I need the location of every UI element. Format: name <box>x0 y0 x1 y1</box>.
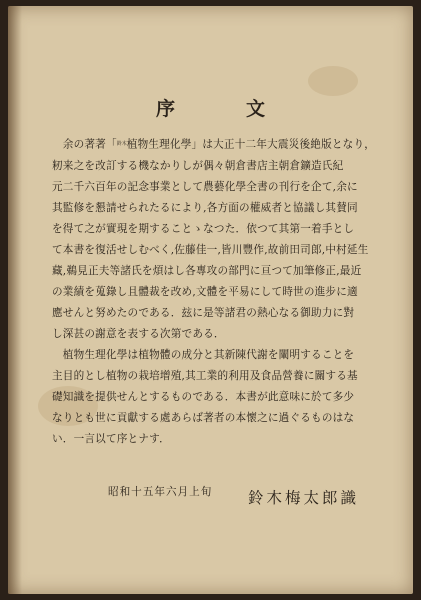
preface-line: 元二千六百年の記念事業として農藝化學全書の刊行を企て,余に <box>52 180 358 193</box>
preface-line: 其監修を懇請せられたるにより,各方面の權威者と協議し其賛同 <box>52 201 358 214</box>
preface-title: 序 文 <box>155 98 291 120</box>
preface-date: 昭和十五年六月上旬 <box>108 486 213 498</box>
preface-line: 應せんと努めたのである．玆に是等諸君の熱心なる御助力に對 <box>52 306 355 319</box>
preface-line: なりとも世に貢獻する處あらば著者の本懷之に過ぐるものはな <box>52 411 355 424</box>
preface-line: 植物生理化學は植物體の成分と其新陳代謝を闡明することを <box>52 348 355 361</box>
author-signature: 鈴木梅太郎識 <box>248 489 360 507</box>
preface-line-1-start: 余の著著「 <box>52 138 117 151</box>
preface-line: 籾来之を改訂する機なかりしが偶々朝倉書店主朝倉鑛造氏紀 <box>52 159 344 172</box>
preface-line-1 <box>52 134 382 156</box>
paper-stain <box>308 66 358 96</box>
preface-line: い．一言以て序とナす． <box>52 432 170 445</box>
preface-line: を得て之が實現を期することゝなつた．依つて其第一着手とし <box>52 222 355 235</box>
preface-line: て本書を復活せしむべく,佐藤佳一,皆川豐作,故前田司郎,中村延生 <box>52 243 369 256</box>
ruby-note: 鈴木 <box>116 141 127 147</box>
preface-line: 礎知識を提供せんとするものである．本書が此意味に於て多少 <box>52 390 355 403</box>
preface-line: し深甚の謝意を表する次第である． <box>52 327 225 340</box>
book-page <box>8 6 413 594</box>
preface-line: の業績を蒐錄し且體裁を改め,文體を平易にして時世の進步に適 <box>52 285 358 298</box>
preface-line-1-end: 植物生理化學」は大正十二年大震災後絶版となり， <box>126 138 376 151</box>
preface-line: 藏,鵜見正夫等諸氏を煩はし各專攻の部門に亘つて加筆修正,最近 <box>52 264 362 277</box>
preface-line: 主目的とし植物の栽培增殖,其工業的利用及食品營養に關する基 <box>52 369 358 382</box>
preface-body <box>52 134 382 450</box>
